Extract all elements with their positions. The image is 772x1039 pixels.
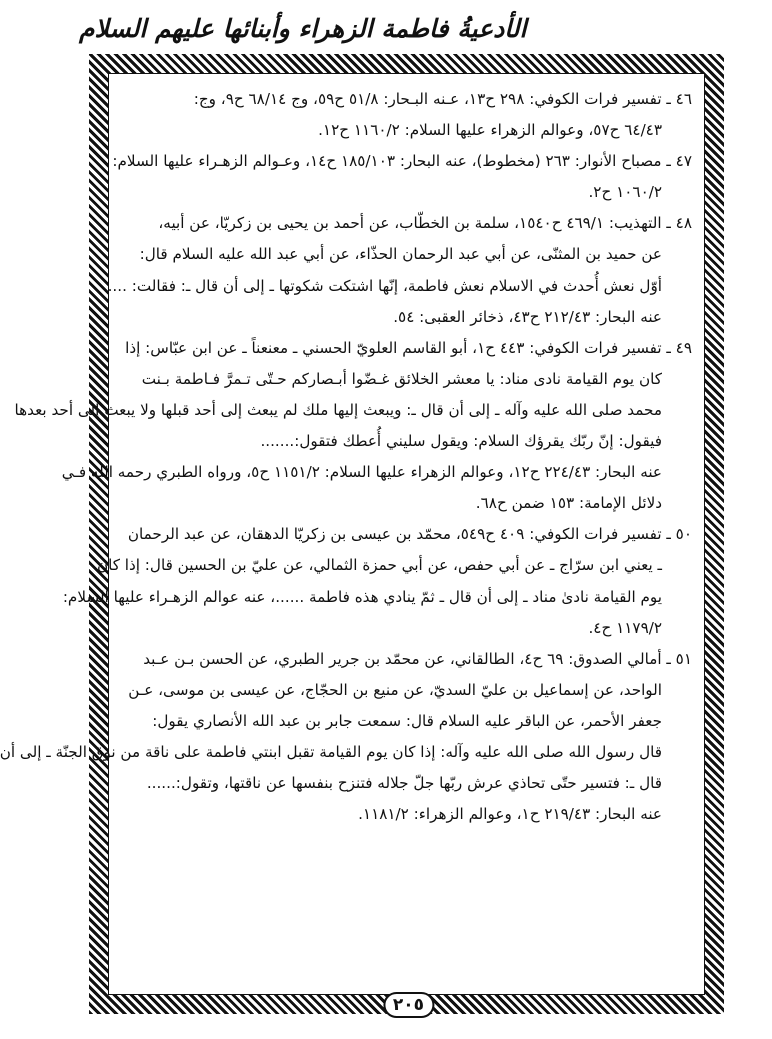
footnote-line: ٥٠ ـ تفسير فرات الكوفي: ٤٠٩ ح٥٤٩، محمّد بن عيسى بن زكريّا الدهقان، عن عبد الرحمان: [127, 525, 692, 544]
footnote-line: ٤٧ ـ مصباح الأنوار: ٢٦٣ (مخطوط)، عنه البحار: ١٨٥/١٠٣ ح١٤، وعـوالم الزهـراء عليها السلام:: [112, 152, 692, 171]
page-number: ٢٠٥: [383, 992, 434, 1018]
running-header: [79, 14, 738, 48]
footnote-line: قال ـ: فتسير حتّى تحاذي عرش ربّها جلّ جلاله فتنزح بنفسها عن ناقتها، وتقول:......: [146, 774, 662, 793]
footnote-line: ٦٤/٤٣ ح٥٧، وعوالم الزهراء عليها السلام: ١١٦٠/٢ ح١٢.: [318, 121, 662, 140]
footnotes: [0, 84, 692, 830]
footnote-51: [0, 644, 692, 831]
footnote-line: ١١٧٩/٢ ح٤.: [588, 618, 662, 637]
footnote-line: ١٠٦٠/٢ ح٢.: [588, 183, 662, 202]
footnote-line: ٤٩ ـ تفسير فرات الكوفي: ٤٤٣ ح١، أبو القاسم العلويّ الحسني ـ معنعناً ـ عن ابن عبّاس: إذا: [125, 338, 692, 357]
footnote-46: [116, 84, 692, 146]
header-title: الأدعيةُ فاطمة الزهراء وأبنائها عليهم السلام: [79, 14, 527, 43]
footnote-line: محمد صلى الله عليه وآله ـ إلى أن قال ـ: ويبعث إليها ملك لم يبعث إلى أحد قبلها ولا يبعث إلى أحد بعدها: [14, 400, 662, 419]
footnote-line: ٤٨ ـ التهذيب: ٤٦٩/١ ح١٥٤٠، سلمة بن الخطّاب، عن أحمد بن يحيى بن زكريّا، عن أبيه،: [158, 214, 692, 233]
footnote-line: عنه البحار: ٢١٢/٤٣ ح٤٣، ذخائر العقبى: ٥٤.: [393, 307, 662, 326]
footnote-line: يوم القيامة نادىٰ مناد ـ إلى أن قال ـ ثمّ ينادي هذه فاطمة ......، عنه عوالم الزهـراء عليها السلام:: [62, 587, 662, 606]
footnote-line: ٥١ ـ أمالي الصدوق: ٦٩ ح٤، الطالقاني، عن محمّد بن جرير الطبري، عن الحسن بـن عـبد: [143, 649, 692, 668]
footnote-line: فيقول: إنّ ربّك يقرؤك السلام: ويقول سليني أُعطك فتقول:.......: [260, 432, 662, 451]
footnote-50: [62, 519, 692, 643]
footnote-48: [107, 208, 692, 332]
footnote-line: الواحد، عن إسماعيل بن عليّ السديّ، عن منيع بن الحجّاج، عن عيسى بن موسى، عـن: [128, 680, 662, 699]
footnote-line: أوّل نعش أُحدث في الاسلام نعش فاطمة، إنّها اشتكت شكوتها ـ إلى أن قال ـ: فقالت: ....: [107, 276, 662, 295]
footnote-line: قال رسول الله صلى الله عليه وآله: إذا كان يوم القيامة تقبل ابنتي فاطمة على ناقة من نوق الجنّة ـ إلى أن: [0, 742, 662, 761]
footnote-49: [14, 333, 692, 520]
footnote-line: ٤٦ ـ تفسير فرات الكوفي: ٢٩٨ ح١٣، عـنه البـحار: ٥١/٨ ح٥٩، وج ٦٨/١٤ ح٩، وج:: [193, 90, 692, 108]
footnote-line: عنه البحار: ٢٢٤/٤٣ ح١٢، وعوالم الزهراء عليها السلام: ١١٥١/٢ ح٥، ورواه الطبري رحمه الله فـي: [61, 463, 662, 482]
footnote-line: جعفر الأحمر، عن الباقر عليه السلام قال: سمعت جابر بن عبد الله الأنصاري يقول:: [152, 711, 662, 730]
footnote-line: ـ يعني ابن سرّاج ـ عن أبي حفص، عن أبي حمزة الثمالي، عن عليّ بن الحسين قال: إذا كان: [96, 556, 662, 575]
footnote-47: [112, 146, 692, 208]
footnote-line: عن حميد بن المثنّى، عن أبي عبد الرحمان الحذّاء، عن أبي عبد الله عليه السلام قال:: [139, 245, 662, 264]
footnote-line: عنه البحار: ٢١٩/٤٣ ح١، وعوالم الزهراء: ١١٨١/٢.: [358, 805, 662, 824]
footnote-line: دلائل الإمامة: ١٥٣ ضمن ح٦٨.: [475, 494, 662, 513]
footnote-line: كان يوم القيامة نادى مناد: يا معشر الخلائق غـضّوا أبـصاركم حـتّى تـمرَّ فـاطمة بـنت: [141, 369, 662, 388]
